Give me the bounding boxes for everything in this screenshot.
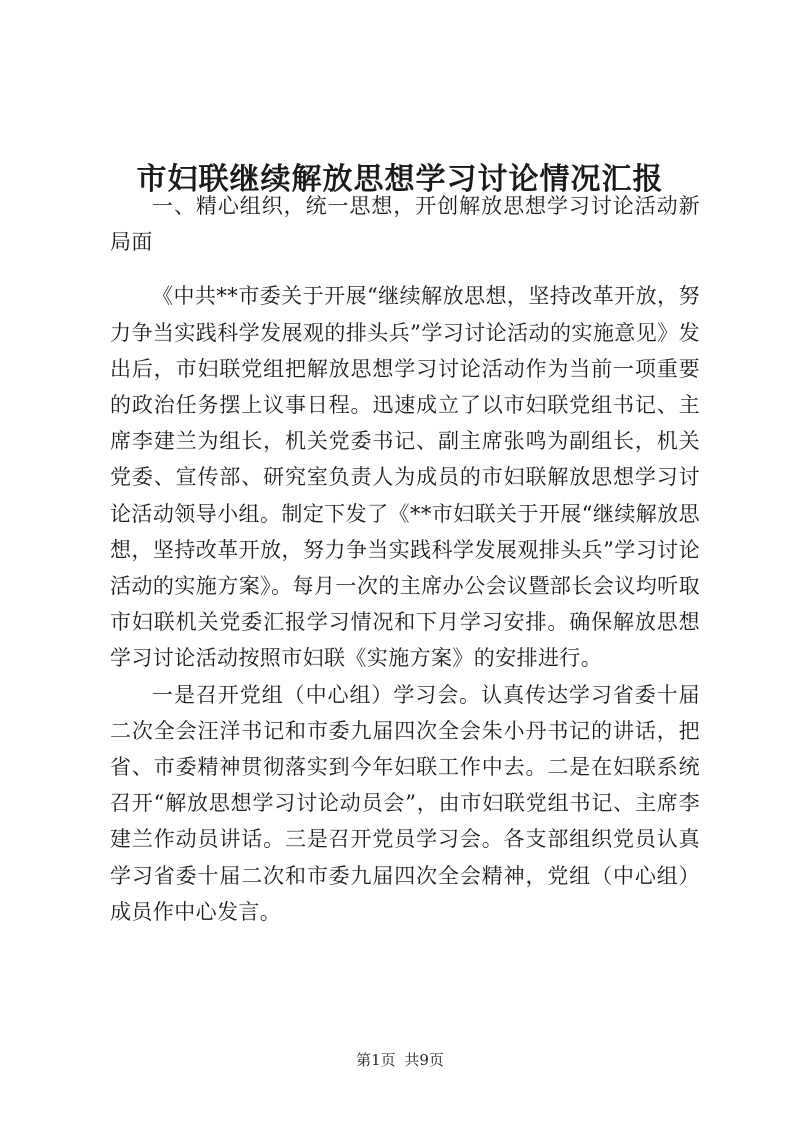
body-paragraph: 《中共**市委关于开展“继续解放思想，坚持改革开放，努力争当实践科学发展观的排头兵”学习讨论活动的实施意见》发出后，市妇联党组把解放思想学习讨论活动作为当前一项重要的政治任务摆上议事日程。迅速成立了以市妇联党组书记、主席李建兰为组长，机关党委书记、副主席张鸣为副组长，机关党委、宣传部、研究室负责人为成员的市妇联解放思想学习讨论活动领导小组。制定下发了《**市妇联关于开展“继续解放思想，坚持改革开放，努力争当实践科学发展观排头兵”学习讨论活动的实施方案》。每月一次的主席办公会议暨部长会议均听取市妇联机关党委汇报学习情况和下月学习安排。确保解放思想学习讨论活动按照市妇联《实施方案》的安排进行。: [110, 284, 700, 671]
document-title: 市妇联继续解放思想学习讨论情况汇报: [136, 162, 664, 198]
page-number: 第1页 共9页: [356, 1051, 444, 1069]
body-paragraph: 一是召开党组（中心组）学习会。认真传达学习省委十届二次全会汪洋书记和市委九届四次全会朱小丹书记的讲话，把省、市委精神贯彻落实到今年妇联工作中去。二是在妇联系统召开“解放思想学习讨论动员会”，由市妇联党组书记、主席李建兰作动员讲话。三是召开党员学习会。各支部组织党员认真学习省委十届二次和市委九届四次全会精神，党组（中心组）成员作中心发言。: [110, 682, 700, 924]
document-body: [110, 188, 700, 930]
section-heading: 一、精心组织，统一思想，开创解放思想学习讨论活动新局面: [110, 194, 700, 255]
